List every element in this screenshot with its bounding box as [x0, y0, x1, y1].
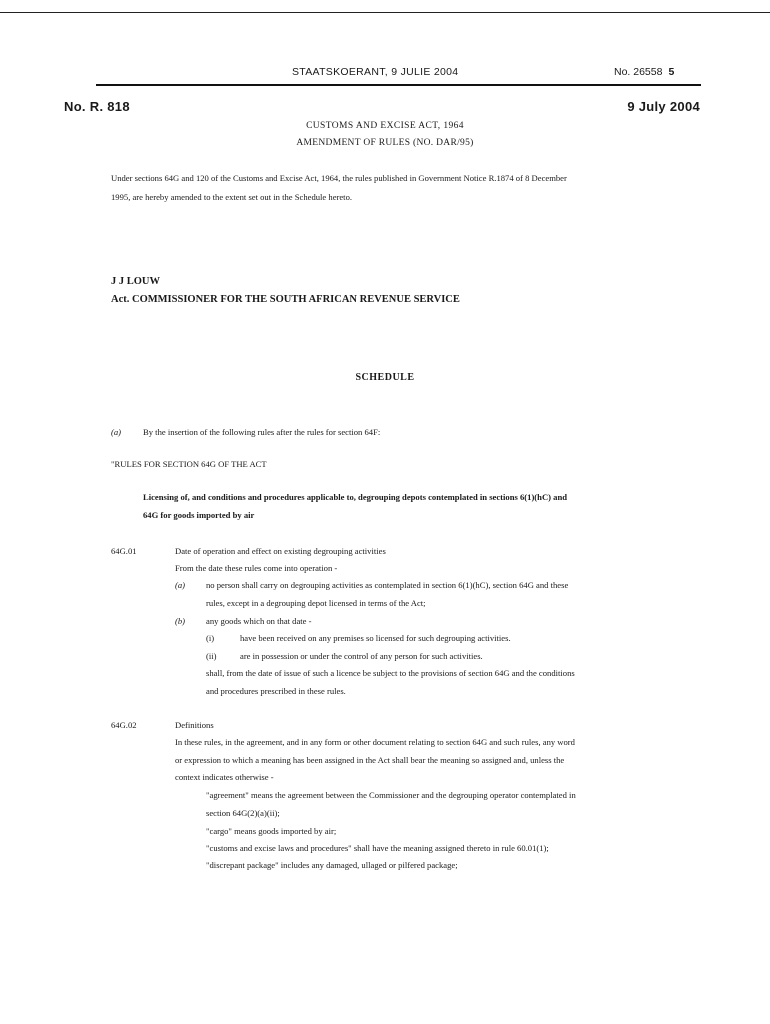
- definition-text: "customs and excise laws and procedures" shall have the meaning assigned thereto in rule 60.01(1);: [206, 843, 549, 853]
- rule-text: shall, from the date of issue of such a licence be subject to the provisions of section 64G and the conditions: [206, 668, 575, 678]
- item-a-label: (a): [111, 427, 122, 437]
- rule-text: context indicates otherwise -: [175, 772, 274, 782]
- definition-text: "cargo" means goods imported by air;: [206, 826, 337, 836]
- top-border-line: [0, 12, 770, 13]
- definition-text: "agreement" means the agreement between the Commissioner and the degrouping operator contemplated in: [206, 790, 576, 800]
- schedule-heading: SCHEDULE: [355, 372, 415, 383]
- item-a-text: By the insertion of the following rules after the rules for section 64F:: [143, 427, 381, 437]
- header-rule: [96, 84, 701, 86]
- act-title: CUSTOMS AND EXCISE ACT, 1964: [306, 121, 464, 131]
- rules-heading: "RULES FOR SECTION 64G OF THE ACT: [111, 459, 267, 469]
- rule-text: rules, except in a degrouping depot licensed in terms of the Act;: [206, 598, 426, 608]
- rule-text: are in possession or under the control of any person for such activities.: [240, 651, 483, 661]
- rule-text: In these rules, in the agreement, and in any form or other document relating to section 64G and such rules, any word: [175, 737, 575, 747]
- sub-item-label: (b): [175, 616, 186, 626]
- sub-sub-item-label: (i): [206, 633, 215, 643]
- intro-line: Under sections 64G and 120 of the Customs and Excise Act, 1964, the rules published in Government Notice R.1874 of 8 December: [111, 173, 567, 183]
- rule-text: and procedures prescribed in these rules.: [206, 686, 346, 696]
- rule-text: no person shall carry on degrouping activities as contemplated in section 6(1)(hC), section 64G and these: [206, 580, 569, 590]
- definition-text: "discrepant package" includes any damaged, ullaged or pilfered package;: [206, 860, 458, 870]
- rule-number: 64G.01: [111, 546, 137, 556]
- sub-item-label: (a): [175, 580, 186, 590]
- rule-text: or expression to which a meaning has been assigned in the Act shall bear the meaning so assigned and, unless the: [175, 755, 565, 765]
- rule-text: have been received on any premises so licensed for such degrouping activities.: [240, 633, 511, 643]
- gazette-number-block: [614, 66, 674, 78]
- rule-title: Definitions: [175, 720, 214, 730]
- page-number: 5: [668, 66, 675, 78]
- sub-sub-item-label: (ii): [206, 651, 217, 661]
- intro-paragraph: [111, 169, 567, 207]
- notice-date: 9 July 2004: [627, 99, 700, 114]
- intro-line: 1995, are hereby amended to the extent set out in the Schedule hereto.: [111, 192, 353, 202]
- notice-number: No. R. 818: [64, 99, 130, 114]
- gazette-number: No. 26558: [614, 66, 663, 78]
- rule-text: From the date these rules come into operation -: [175, 563, 338, 573]
- signer-name: J J LOUW: [111, 276, 161, 287]
- act-subtitle: AMENDMENT OF RULES (NO. DAR/95): [296, 138, 474, 148]
- rule-text: any goods which on that date -: [206, 616, 312, 626]
- signer-title: Act. COMMISSIONER FOR THE SOUTH AFRICAN REVENUE SERVICE: [111, 294, 460, 305]
- rules-bold-heading-line: Licensing of, and conditions and procedures applicable to, degrouping depots contemplated in sections 6(1)(hC) and: [143, 492, 568, 502]
- gazette-title: STAATSKOERANT, 9 JULIE 2004: [292, 66, 459, 78]
- rules-bold-heading-line: 64G for goods imported by air: [143, 510, 255, 520]
- rule-number: 64G.02: [111, 720, 137, 730]
- definition-text: section 64G(2)(a)(ii);: [206, 808, 280, 818]
- rule-title: Date of operation and effect on existing degrouping activities: [175, 546, 386, 556]
